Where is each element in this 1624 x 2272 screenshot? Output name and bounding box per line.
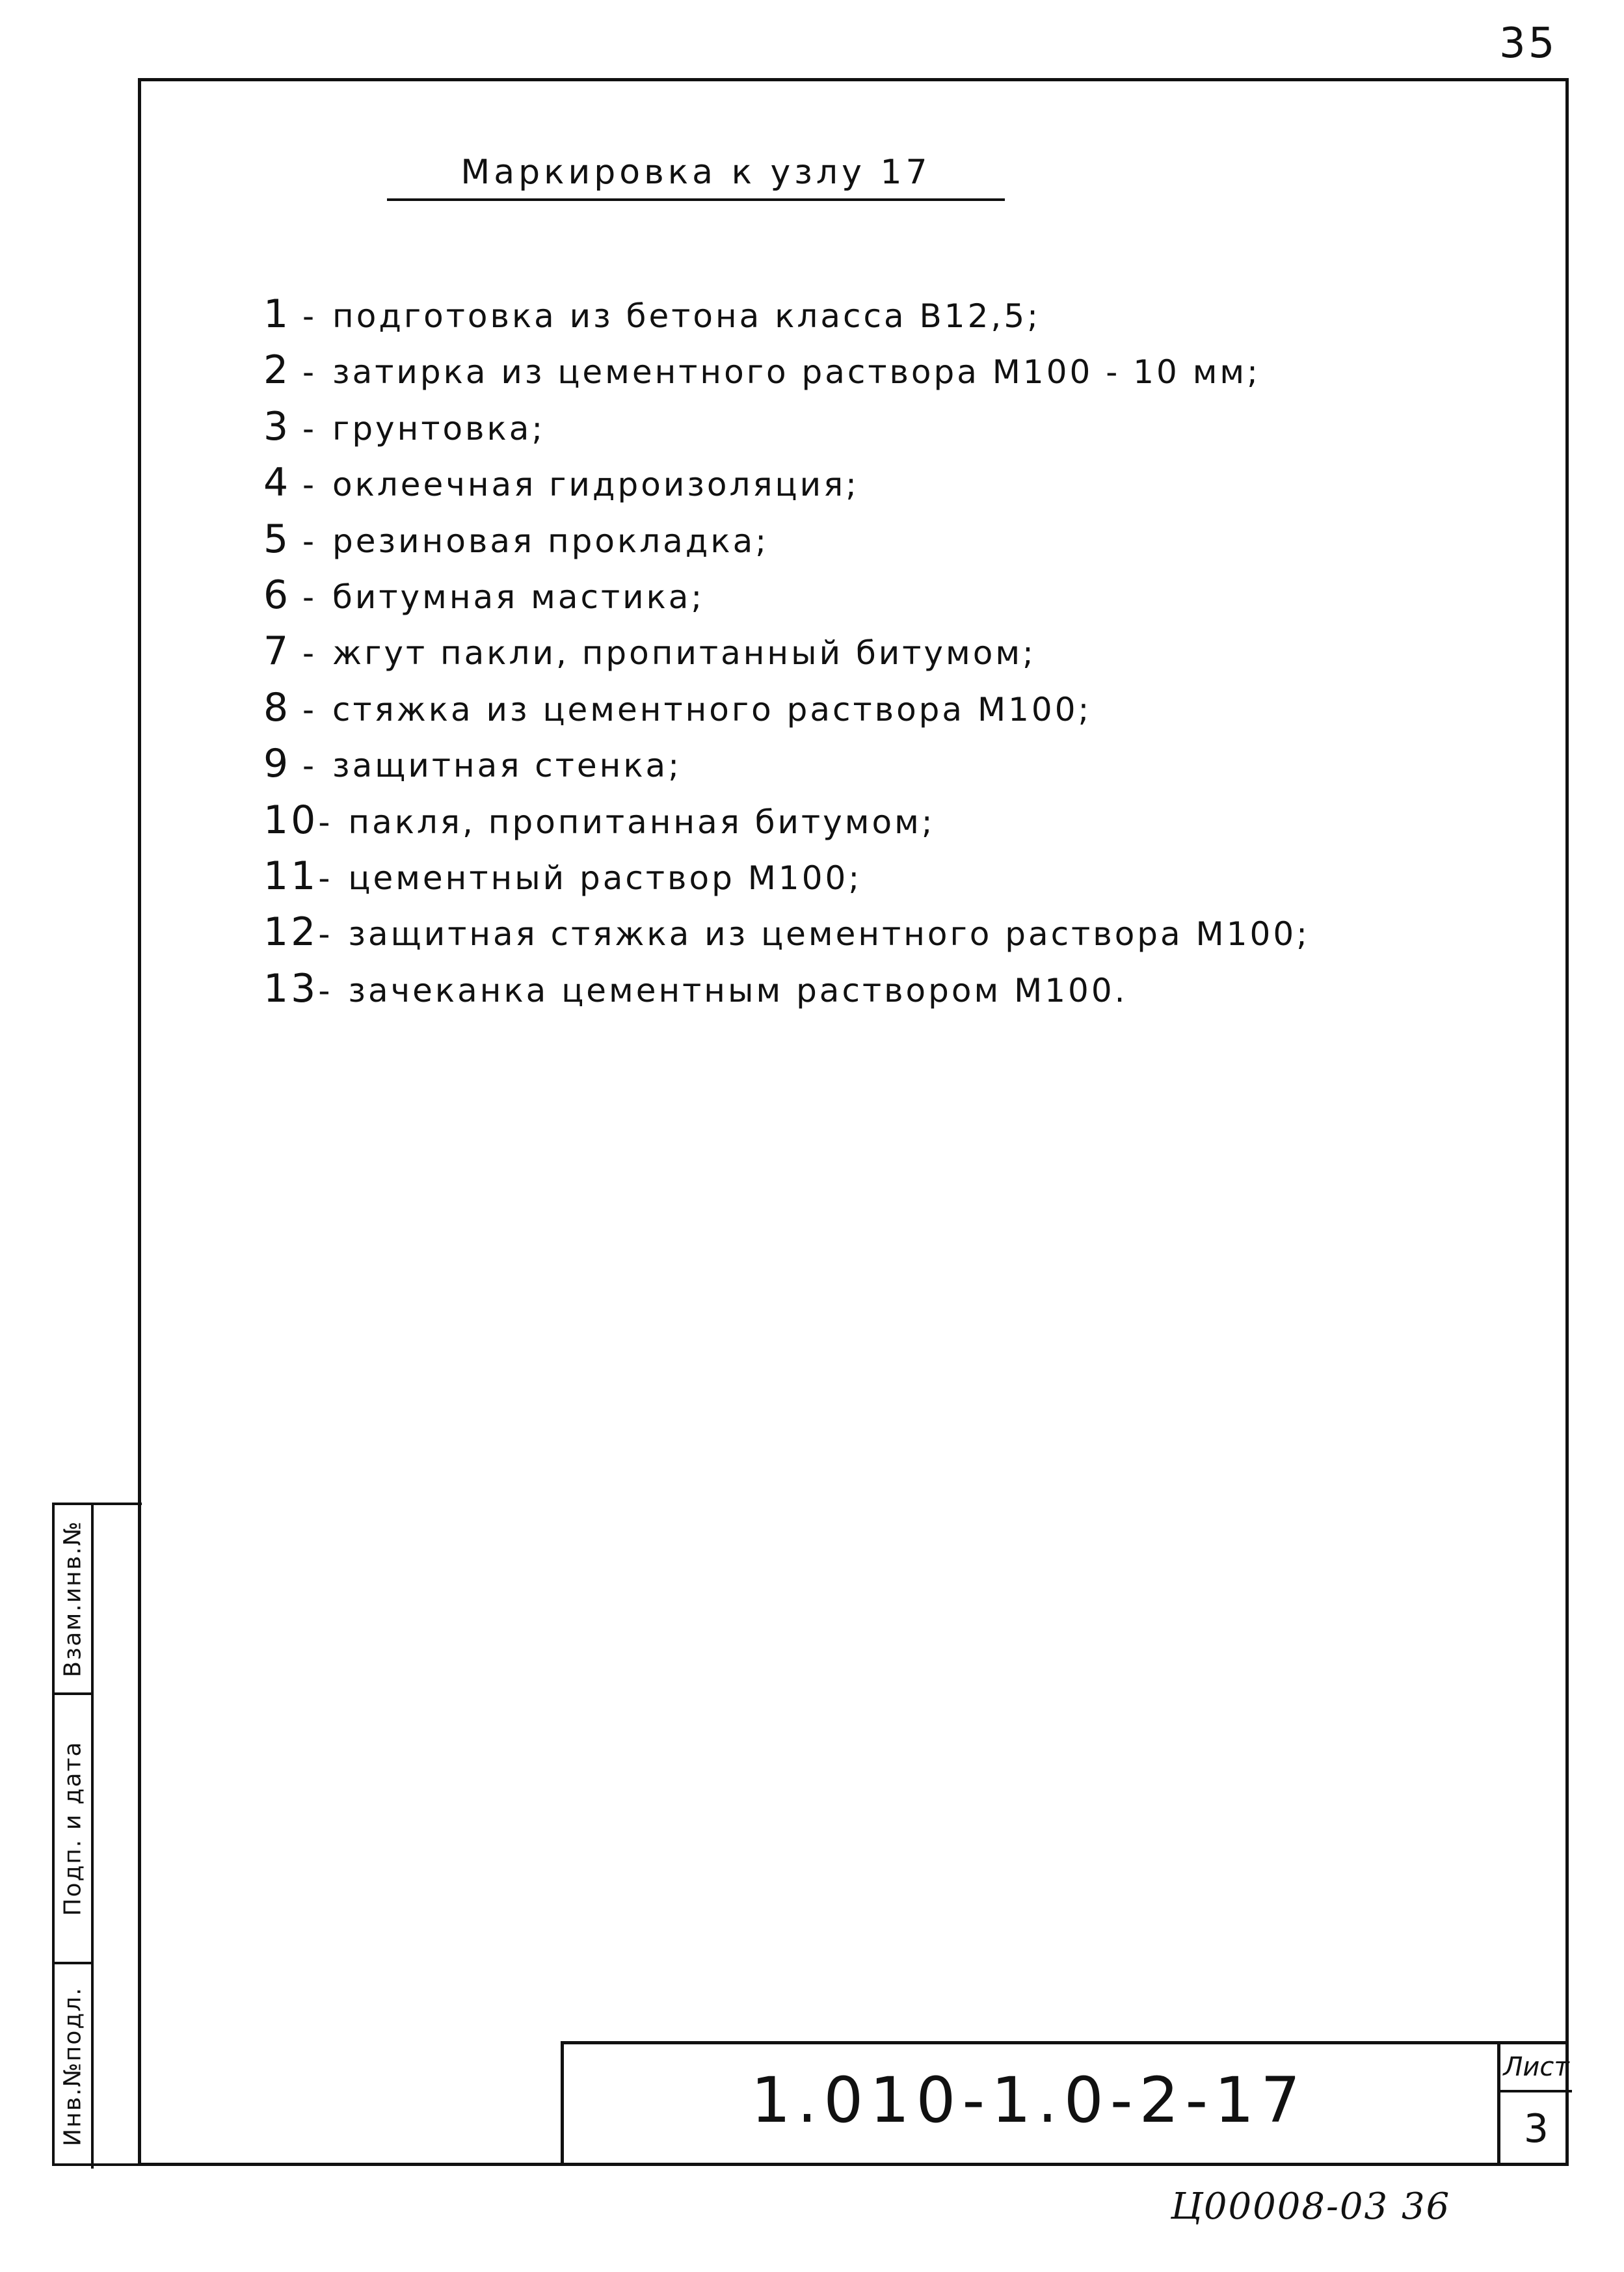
item-number: 6 — [263, 572, 291, 618]
item-number: 5 — [263, 516, 291, 562]
item-number: 8 — [263, 684, 291, 730]
list-item: 9 - защитная стенка; — [263, 736, 1532, 792]
item-number: 11 — [263, 853, 319, 899]
archive-code: Ц00008-03 36 — [1171, 2185, 1451, 2228]
item-text: затирка из цементного раствора M100 - 10 мм; — [332, 353, 1260, 392]
item-number: 13 — [263, 965, 319, 1011]
item-number: 4 — [263, 460, 291, 506]
list-item: 11- цементный раствор M100; — [263, 848, 1532, 904]
item-text: пакля, пропитанная битумом; — [348, 803, 935, 841]
item-number: 12 — [263, 909, 319, 956]
list-item: 7 - жгут пакли, пропитанный битумом; — [263, 623, 1532, 679]
item-number: 1 — [263, 291, 291, 337]
item-text: цементный раствор M100; — [348, 859, 862, 897]
list-item: 5 - резиновая прокладка; — [263, 511, 1532, 567]
side-cell-inv-orig — [55, 1964, 94, 2169]
item-number: 7 — [263, 628, 291, 675]
item-text: резиновая прокладка; — [332, 522, 769, 560]
page-number: 35 — [1499, 20, 1558, 68]
side-cell-sign-date — [55, 1695, 94, 1964]
list-item: 3 - грунтовка; — [263, 399, 1532, 455]
sheet-cell — [1497, 2044, 1572, 2166]
item-number: 3 — [263, 403, 291, 449]
side-cell-exchange-inv — [55, 1505, 94, 1695]
item-text: грунтовка; — [332, 409, 546, 448]
side-stamp-strip — [52, 1503, 142, 2166]
sheet-number: 3 — [1523, 2106, 1549, 2152]
item-text: жгут пакли, пропитанный битумом; — [332, 634, 1036, 673]
item-text: защитная стенка; — [332, 747, 682, 785]
item-number: 9 — [263, 741, 291, 787]
side-label-sign-date: Подп. и дата — [59, 1741, 87, 1916]
item-text: подготовка из бетона класса B12,5; — [332, 297, 1041, 335]
document-code: 1.010-1.0-2-17 — [751, 2064, 1307, 2137]
item-text: стяжка из цементного раствора M100; — [332, 690, 1092, 728]
list-item: 13- зачеканка цементным раствором M100. — [263, 961, 1532, 1017]
item-number: 2 — [263, 347, 291, 394]
item-text: битумная мастика; — [332, 578, 705, 616]
list-item: 6 - битумная мастика; — [263, 567, 1532, 623]
list-item: 1 - подготовка из бетона класса B12,5; — [263, 286, 1532, 342]
list-item: 2 - затирка из цементного раствора M100 - 10 мм; — [263, 342, 1532, 398]
list-item: 8 - стяжка из цементного раствора M100; — [263, 680, 1532, 736]
item-text: оклеечная гидроизоляция; — [332, 466, 859, 504]
page-title: Маркировка к узлу 17 — [387, 153, 1005, 201]
marking-list — [263, 286, 1532, 1017]
list-item: 10- пакля, пропитанная битумом; — [263, 792, 1532, 848]
list-item: 4 - оклеечная гидроизоляция; — [263, 455, 1532, 511]
side-label-inv-orig: Инв.№подл. — [59, 1986, 87, 2146]
item-number: 10 — [263, 797, 319, 843]
list-item: 12- защитная стяжка из цементного раствора M100; — [263, 904, 1532, 960]
item-text: зачеканка цементным раствором M100. — [348, 971, 1128, 1009]
side-label-exchange-inv: Взам.инв.№ — [59, 1520, 87, 1677]
sheet-label: Лист — [1500, 2044, 1572, 2092]
item-text: защитная стяжка из цементного раствора M100; — [348, 915, 1310, 954]
title-block — [561, 2041, 1569, 2166]
